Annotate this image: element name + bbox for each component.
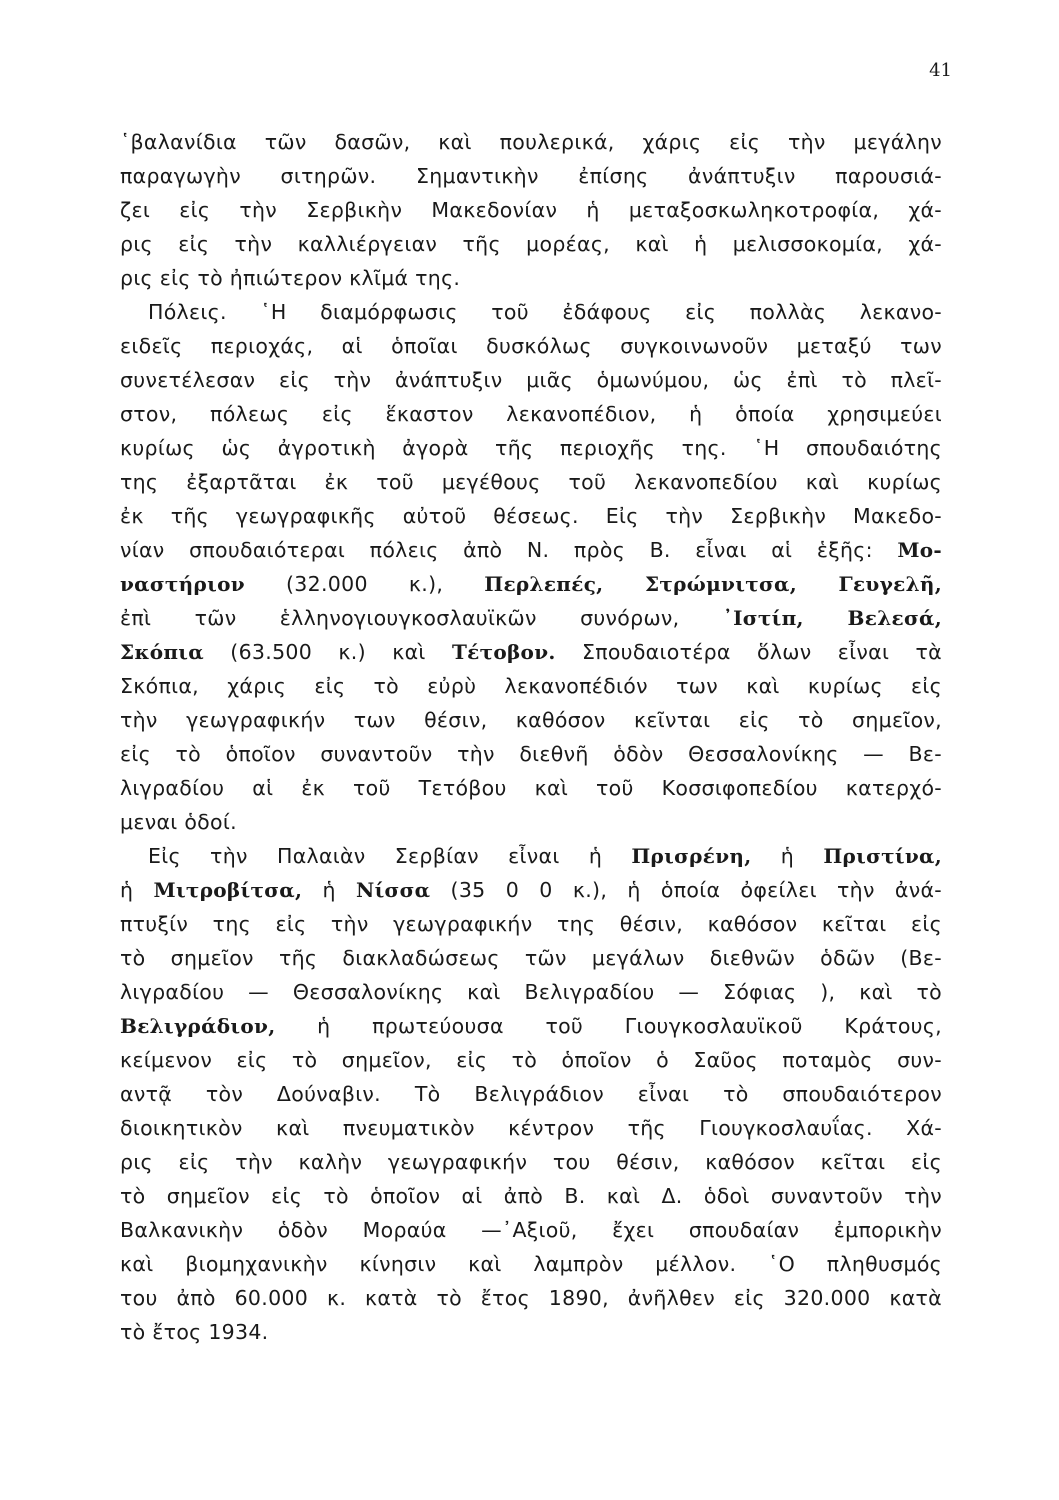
city-name: Τέτοβον. bbox=[451, 640, 556, 664]
text-line: μεναι ὁδοί. bbox=[120, 810, 237, 834]
city-name: Σκόπια bbox=[120, 640, 204, 664]
city-name: Νίσσα bbox=[355, 878, 431, 902]
text-line: Εἰς τὴν Παλαιὰν Σερβίαν εἶναι ἡ Πρισρένη, ἡ Πριστίνα, bbox=[148, 844, 942, 868]
text-line: του ἀπὸ 60.000 κ. κατὰ τὸ ἔτος 1890, ἀνῆλθεν εἰς 320.000 κατὰ bbox=[120, 1286, 942, 1310]
text-line: ειδεῖς περιοχάς, αἱ ὁποῖαι δυσκόλως συγκοινωνοῦν μεταξύ των bbox=[120, 334, 942, 358]
city-name: Μιτροβίτσα, bbox=[153, 878, 303, 902]
text-line: λιγραδίου αἱ ἐκ τοῦ Τετόβου καὶ τοῦ Κοσσιφοπεδίου κατερχό- bbox=[120, 776, 942, 800]
body-text bbox=[120, 125, 942, 1349]
text-line: ναστήριον (32.000 κ.), Περλεπές, Στρώμνιτσα, Γευγελῆ, bbox=[120, 572, 942, 596]
city-name: ᾿Ιστίπ, Βελεσά, bbox=[722, 606, 942, 630]
text-line: ῾βαλανίδια τῶν δασῶν, καὶ πουλερικά, χάρις εἰς τὴν μεγάλην bbox=[120, 130, 942, 154]
text-line: ἡ Μιτροβίτσα, ἡ Νίσσα (35 0 0 κ.), ἡ ὁποία ὀφείλει τὴν ἀνά- bbox=[120, 878, 943, 902]
text-line: ἐκ τῆς γεωγραφικῆς αὐτοῦ θέσεως. Εἰς τὴν Σερβικὴν Μακεδο- bbox=[120, 504, 942, 528]
text-line: Σκόπια (63.500 κ.) καὶ Τέτοβον. Σπουδαιοτέρα ὅλων εἶναι τὰ bbox=[120, 640, 942, 664]
text-line: τὴν γεωγραφικήν των θέσιν, καθόσον κεῖνται εἰς τὸ σημεῖον, bbox=[120, 708, 942, 732]
city-name: Περλεπές, Στρώμνιτσα, Γευγελῆ, bbox=[484, 572, 942, 596]
text-line: παραγωγὴν σιτηρῶν. Σημαντικὴν ἐπίσης ἀνάπτυξιν παρουσιά- bbox=[120, 164, 942, 188]
text-line: εἰς τὸ ὁποῖον συναντοῦν τὴν διεθνῆ ὁδὸν Θεσσαλονίκης — Βε- bbox=[120, 742, 942, 766]
text-line: Βελιγράδιον, ἡ πρωτεύουσα τοῦ Γιουγκοσλαυϊκοῦ Κράτους, bbox=[120, 1014, 942, 1038]
text-line: Πόλεις. ῾Η διαμόρφωσις τοῦ ἐδάφους εἰς πολλὰς λεκανο- bbox=[148, 300, 942, 324]
text-line: ρις εἰς τὴν καλλιέργειαν τῆς μορέας, καὶ ἡ μελισσοκομία, χά- bbox=[120, 232, 942, 256]
text-line: ρις εἰς τὸ ἠπιώτερον κλῖμά της. bbox=[120, 266, 461, 290]
text-line: λιγραδίου — Θεσσαλονίκης καὶ Βελιγραδίου — Σόφιας ), καὶ τὸ bbox=[120, 980, 942, 1004]
text-line: τὸ σημεῖον εἰς τὸ ὁποῖον αἱ ἀπὸ Β. καὶ Δ. ὁδοὶ συναντοῦν τὴν bbox=[120, 1184, 942, 1208]
text-line: τὸ ἔτος 1934. bbox=[120, 1320, 269, 1344]
text-line: κυρίως ὡς ἀγροτικὴ ἀγορὰ τῆς περιοχῆς της. ῾Η σπουδαιότης bbox=[120, 436, 942, 460]
text-line: αντᾷ τὸν Δούναβιν. Τὸ Βελιγράδιον εἶναι τὸ σπουδαιότερον bbox=[120, 1082, 942, 1106]
text-line: τὸ σημεῖον τῆς διακλαδώσεως τῶν μεγάλων διεθνῶν ὁδῶν (Βε- bbox=[120, 946, 942, 970]
text-line: πτυξίν της εἰς τὴν γεωγραφικήν της θέσιν, καθόσον κεῖται εἰς bbox=[120, 912, 942, 936]
text-line: ἐπὶ τῶν ἑλληνογιουγκοσλαυϊκῶν συνόρων, ᾿Ιστίπ, Βελεσά, bbox=[120, 606, 942, 630]
text-line: Βαλκανικὴν ὁδὸν Μοραύα —᾿Αξιοῦ, ἔχει σπουδαίαν ἐμπορικὴν bbox=[120, 1218, 942, 1242]
city-name: Βελιγράδιον, bbox=[120, 1014, 276, 1038]
page-number: 41 bbox=[929, 60, 952, 81]
text-line: συνετέλεσαν εἰς τὴν ἀνάπτυξιν μιᾶς ὁμωνύμου, ὡς ἐπὶ τὸ πλεῖ- bbox=[120, 368, 942, 392]
text-line: Σκόπια, χάρις εἰς τὸ εὐρὺ λεκανοπέδιόν των καὶ κυρίως εἰς bbox=[120, 674, 942, 698]
city-name: Μο- bbox=[897, 538, 942, 562]
text-line: νίαν σπουδαιότεραι πόλεις ἀπὸ Ν. πρὸς Β. εἶναι αἱ ἑξῆς: Μο- bbox=[120, 538, 942, 562]
text-line: στον, πόλεως εἰς ἕκαστον λεκανοπέδιον, ἡ ὁποία χρησιμεύει bbox=[120, 402, 942, 426]
text-line: κείμενον εἰς τὸ σημεῖον, εἰς τὸ ὁποῖον ὁ Σαῦος ποταμὸς συν- bbox=[120, 1048, 942, 1072]
text-line: της ἐξαρτᾶται ἐκ τοῦ μεγέθους τοῦ λεκανοπεδίου καὶ κυρίως bbox=[120, 470, 942, 494]
city-name: ναστήριον bbox=[120, 572, 245, 596]
text-line: ρις εἰς τὴν καλὴν γεωγραφικήν του θέσιν, καθόσον κεῖται εἰς bbox=[120, 1150, 942, 1174]
city-name: Πρισρένη, bbox=[631, 844, 752, 868]
text-line: καὶ βιομηχανικὴν κίνησιν καὶ λαμπρὸν μέλλον. ῾Ο πληθυσμός bbox=[120, 1252, 942, 1276]
text-line: ζει εἰς τὴν Σερβικὴν Μακεδονίαν ἡ μεταξοσκωληκοτροφία, χά- bbox=[120, 198, 942, 222]
city-name: Πριστίνα, bbox=[823, 844, 942, 868]
text-line: διοικητικὸν καὶ πνευματικὸν κέντρον τῆς Γιουγκοσλαυΐας. Χά- bbox=[120, 1116, 942, 1140]
